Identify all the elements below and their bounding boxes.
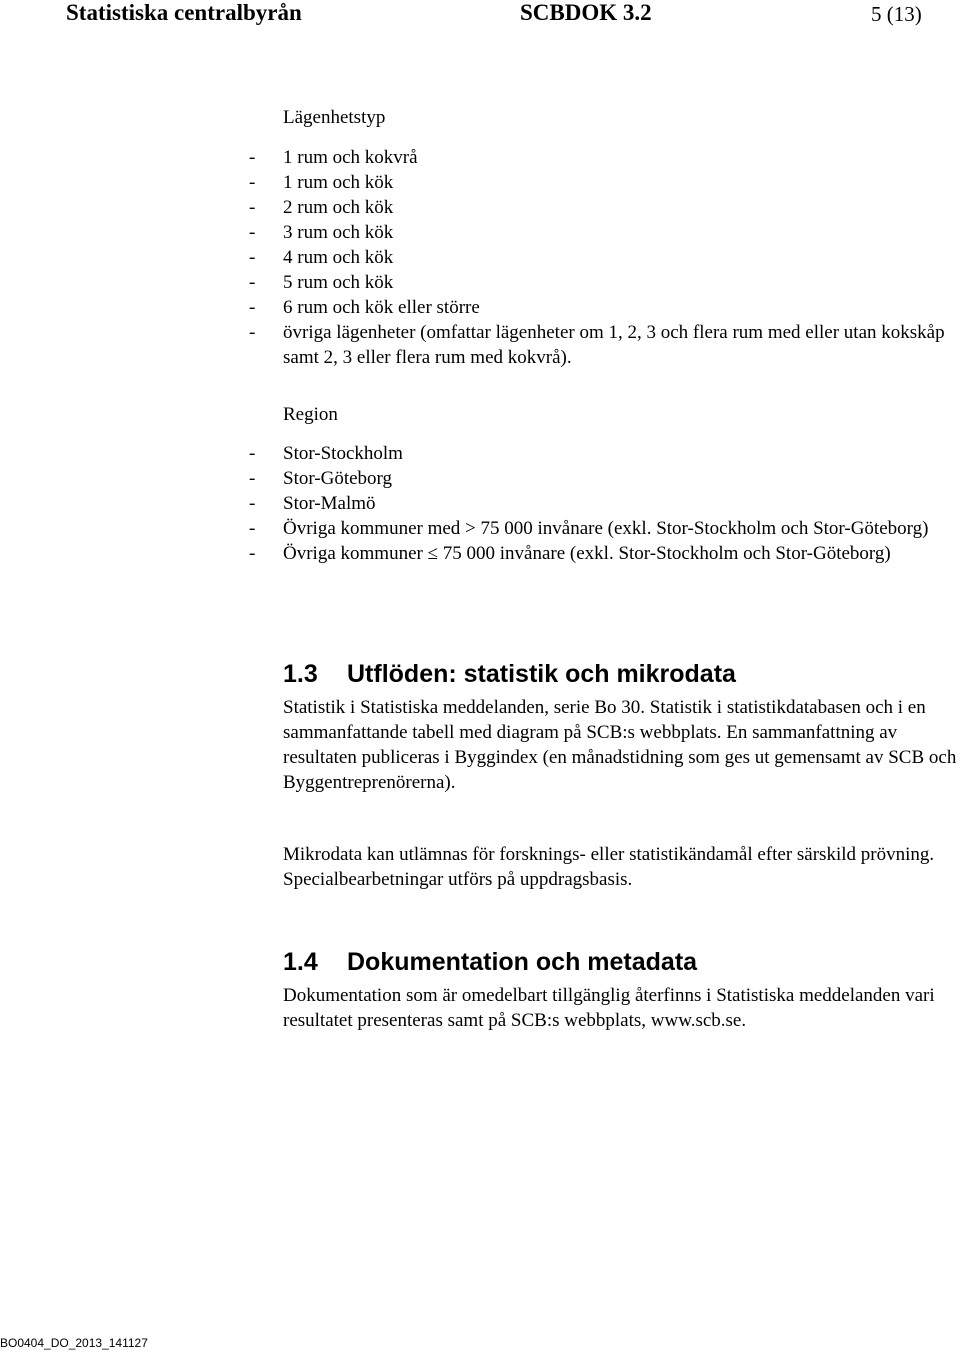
organization-name: Statistiska centralbyrån [66,0,302,25]
section-heading [283,660,736,689]
section-heading [283,948,697,977]
list-item: - 5 rum och kök [249,272,394,293]
apartment-type-list [249,145,960,370]
paragraph: Statistik i Statistiska meddelanden, serie Bo 30. Statistik i statistikdatabasen och i en sammanfattande tabell med diagram på SCB:s webbplats. En sammanfattning av resultaten publiceras i Byggindex (en månadstidning som ges ut gemensamt av SCB och Byggentreprenörerna). [283,697,957,793]
section-number: 1.4 [283,948,318,976]
document-id: SCBDOK 3.2 [520,0,652,25]
list-item: - 4 rum och kök [249,247,394,268]
list-item: - Stor-Stockholm [249,443,403,464]
paragraph: Dokumentation som är omedelbart tillgänglig återfinns i Statistiska meddelanden vari resultatet presenteras samt på SCB:s webbplats, www.scb.se. [283,985,935,1031]
apartment-type-label: Lägenhetstyp [283,107,386,128]
list-item: - 6 rum och kök eller större [249,297,480,318]
document-code: BO0404_DO_2013_141127 [0,1336,148,1350]
list-item: - Övriga kommuner med > 75 000 invånare (exkl. Stor-Stockholm och Stor-Göteborg) [249,518,929,539]
list-item: - Övriga kommuner ≤ 75 000 invånare (exkl. Stor-Stockholm och Stor-Göteborg) [249,543,891,564]
section-title: Dokumentation och metadata [347,948,698,976]
region-label: Region [283,404,338,425]
page-header [0,0,960,30]
list-item: - 2 rum och kök [249,197,394,218]
section-title: Utflöden: statistik och mikrodata [347,660,736,688]
list-item: - 3 rum och kök [249,222,394,243]
region-list [249,441,960,566]
list-item: - Stor-Malmö [249,493,376,514]
page-number: 5 (13) [871,2,922,26]
list-item: - 1 rum och kokvrå [249,147,418,168]
list-item: - Stor-Göteborg [249,468,393,489]
section-number: 1.3 [283,660,318,688]
paragraph: Mikrodata kan utlämnas för forsknings- eller statistikändamål efter särskild prövning. Specialbearbetningar utförs på uppdragsbasis. [283,844,935,890]
less-or-equal-symbol: ≤ [427,543,439,564]
list-item: - övriga lägenheter (omfattar lägenheter om 1, 2, 3 och flera rum med eller utan kokskåp samt 2, 3 eller flera rum med kokvrå). [249,322,945,368]
list-item: - 1 rum och kök [249,172,394,193]
